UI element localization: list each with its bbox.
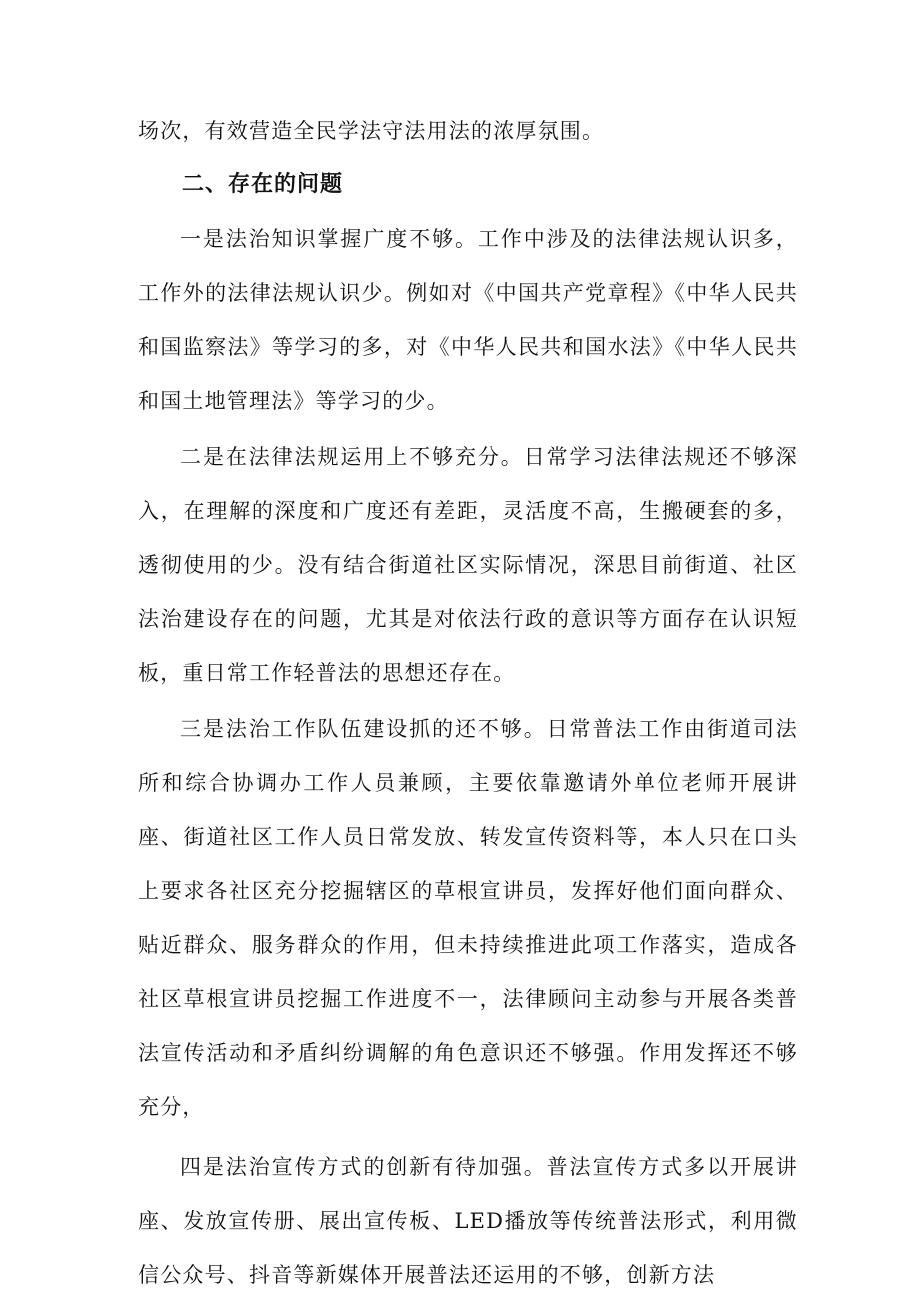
section-heading: 二、存在的问题 [182, 172, 344, 197]
paragraph-1: 一是法治知识掌握广度不够。工作中涉及的法律法规认识多，工作外的法律法规认识少。例如对《中国共产党章程》《中华人民共和国监察法》等学习的多，对《中华人民共和国水法》《中华人民共和国土地管理法》等学习的少。 [138, 227, 798, 413]
paragraph-3: 三是法治工作队伍建设抓的还不够。日常普法工作由街道司法所和综合协调办工作人员兼顾，主要依靠邀请外单位老师开展讲座、街道社区工作人员日常发放、转发宣传资料等，本人只在口头上要求各社区充分挖掘辖区的草根宣讲员，发挥好他们面向群众、贴近群众、服务群众的作用，但未持续推进此项工作落实，造成各社区草根宣讲员挖掘工作进度不一，法律顾问主动参与开展各类普法宣传活动和矛盾纠纷调解的角色意识还不够强。作用发挥还不够充分， [138, 717, 798, 1119]
document-body [138, 104, 798, 1302]
paragraph-2: 二是在法律法规运用上不够充分。日常学习法律法规还不够深入，在理解的深度和广度还有差距，灵活度不高，生搬硬套的多，透彻使用的少。没有结合街道社区实际情况，深思目前街道、社区法治建设存在的问题，尤其是对依法行政的意识等方面存在认识短板，重日常工作轻普法的思想还存在。 [138, 445, 798, 685]
lead-in-paragraph: 场次，有效营造全民学法守法用法的浓厚氛围。 [138, 119, 605, 143]
paragraph-4: 四是法治宣传方式的创新有待加强。普法宣传方式多以开展讲座、发放宣传册、展出宣传板、LED播放等传统普法形式，利用微信公众号、抖音等新媒体开展普法还运用的不够，创新方法 [138, 1155, 798, 1287]
